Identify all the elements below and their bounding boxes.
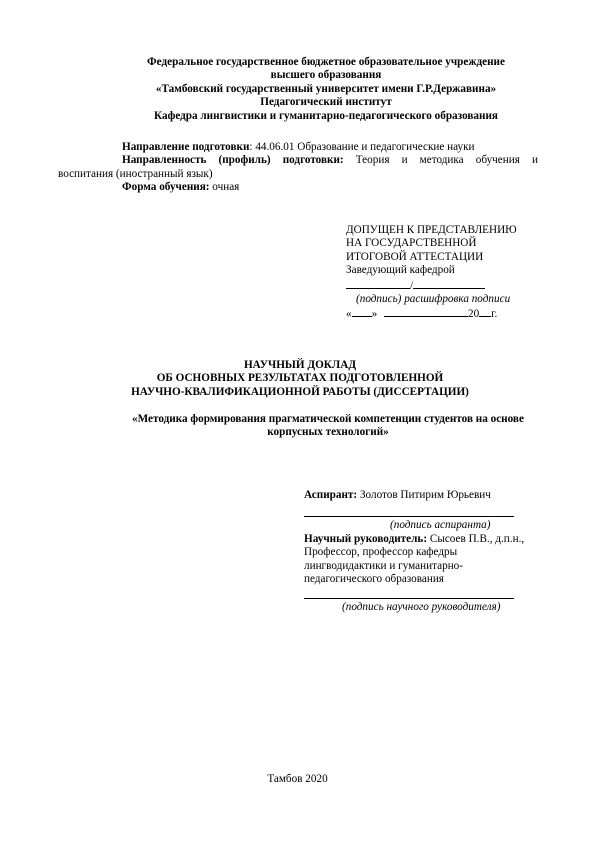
advisor-signature-rule <box>304 588 514 599</box>
signature-block <box>304 489 554 615</box>
admission-date-line <box>346 306 546 321</box>
student-line <box>304 489 554 502</box>
report-line-2: ОБ ОСНОВНЫХ РЕЗУЛЬТАТАХ ПОДГОТОВЛЕННОЙ <box>156 372 444 385</box>
admission-line-2: НА ГОСУДАРСТВЕННОЙ <box>346 237 477 250</box>
student-signature-area <box>304 506 554 519</box>
advisor-line-3: лингводидактики и гуманитарно- <box>304 559 463 572</box>
direction-value: : 44.06.01 Образование и педагогические науки <box>249 141 475 153</box>
study-info <box>58 141 538 195</box>
form-label: Форма обучения: <box>122 181 210 194</box>
report-line-1: НАУЧНЫЙ ДОКЛАД <box>243 359 357 371</box>
advisor-label: Научный руководитель: <box>304 532 428 545</box>
header-line-2: высшего образования <box>270 69 382 82</box>
date-open-quote: « <box>346 308 352 321</box>
date-close-quote: » <box>371 308 378 321</box>
topic-line-1: «Методика формирования прагматической компетенции студентов на основе <box>132 413 524 425</box>
advisor-name: Сысоев П.В., д.п.н., <box>427 532 525 545</box>
advisor-line-2: Профессор, профессор кафедры <box>304 546 458 559</box>
day-rule <box>352 306 372 317</box>
header-line-5: Кафедра лингвистики и гуманитарно-педагогического образования <box>154 109 498 122</box>
year-suffix: г. <box>491 308 498 321</box>
report-line-3: НАУЧНО-КВАЛИФИКАЦИОННОЙ РАБОТЫ (ДИССЕРТАЦИИ) <box>131 385 469 398</box>
name-rule <box>413 278 485 289</box>
direction-line <box>122 141 538 154</box>
university-header <box>116 56 536 123</box>
direction-label: Направление подготовки <box>122 141 250 153</box>
city-year: Тамбов 2020 <box>267 773 328 785</box>
signature-rule <box>346 278 410 289</box>
advisor-line-4: педагогического образования <box>304 573 444 586</box>
header-line-3: «Тамбовский государственный университет имени Г.Р.Державина» <box>155 82 497 95</box>
advisor-line-1 <box>304 533 554 546</box>
header-line-4: Педагогический институт <box>260 96 392 109</box>
admission-line-3: ИТОГОВОЙ АТТЕСТАЦИИ <box>346 250 484 263</box>
student-signature-rule <box>304 506 514 517</box>
report-title <box>100 359 500 399</box>
student-name: Золотов Питирим Юрьевич <box>357 489 491 501</box>
topic-line-2: корпусных технологий» <box>267 426 389 439</box>
signature-slash: / <box>410 279 414 292</box>
profile-value-b: воспитания (иностранный язык) <box>58 167 213 180</box>
signature-caption: (подпись) расшифровка подписи <box>356 293 511 306</box>
month-rule <box>384 306 468 317</box>
dissertation-topic <box>118 413 538 440</box>
year-rule <box>479 306 491 317</box>
admission-block <box>346 224 546 322</box>
form-line <box>122 181 538 194</box>
admission-line-1: ДОПУЩЕН К ПРЕДСТАВЛЕНИЮ <box>346 224 517 236</box>
admission-line-4: Заведующий кафедрой <box>346 264 455 277</box>
advisor-caption: (подпись научного руководителя) <box>342 601 501 614</box>
profile-line <box>122 154 538 167</box>
year-prefix: 20 <box>467 308 480 321</box>
profile-label: Направленность (профиль) подготовки: <box>122 154 344 167</box>
student-caption: (подпись аспиранта) <box>390 519 491 532</box>
advisor-signature-area <box>304 588 554 601</box>
profile-value-a: Теория и методика обучения и <box>355 154 538 167</box>
student-label: Аспирант: <box>304 489 358 501</box>
form-value: очная <box>209 181 240 194</box>
head-signature-line <box>346 278 546 293</box>
header-line-1: Федеральное государственное бюджетное образовательное учреждение <box>147 56 505 68</box>
